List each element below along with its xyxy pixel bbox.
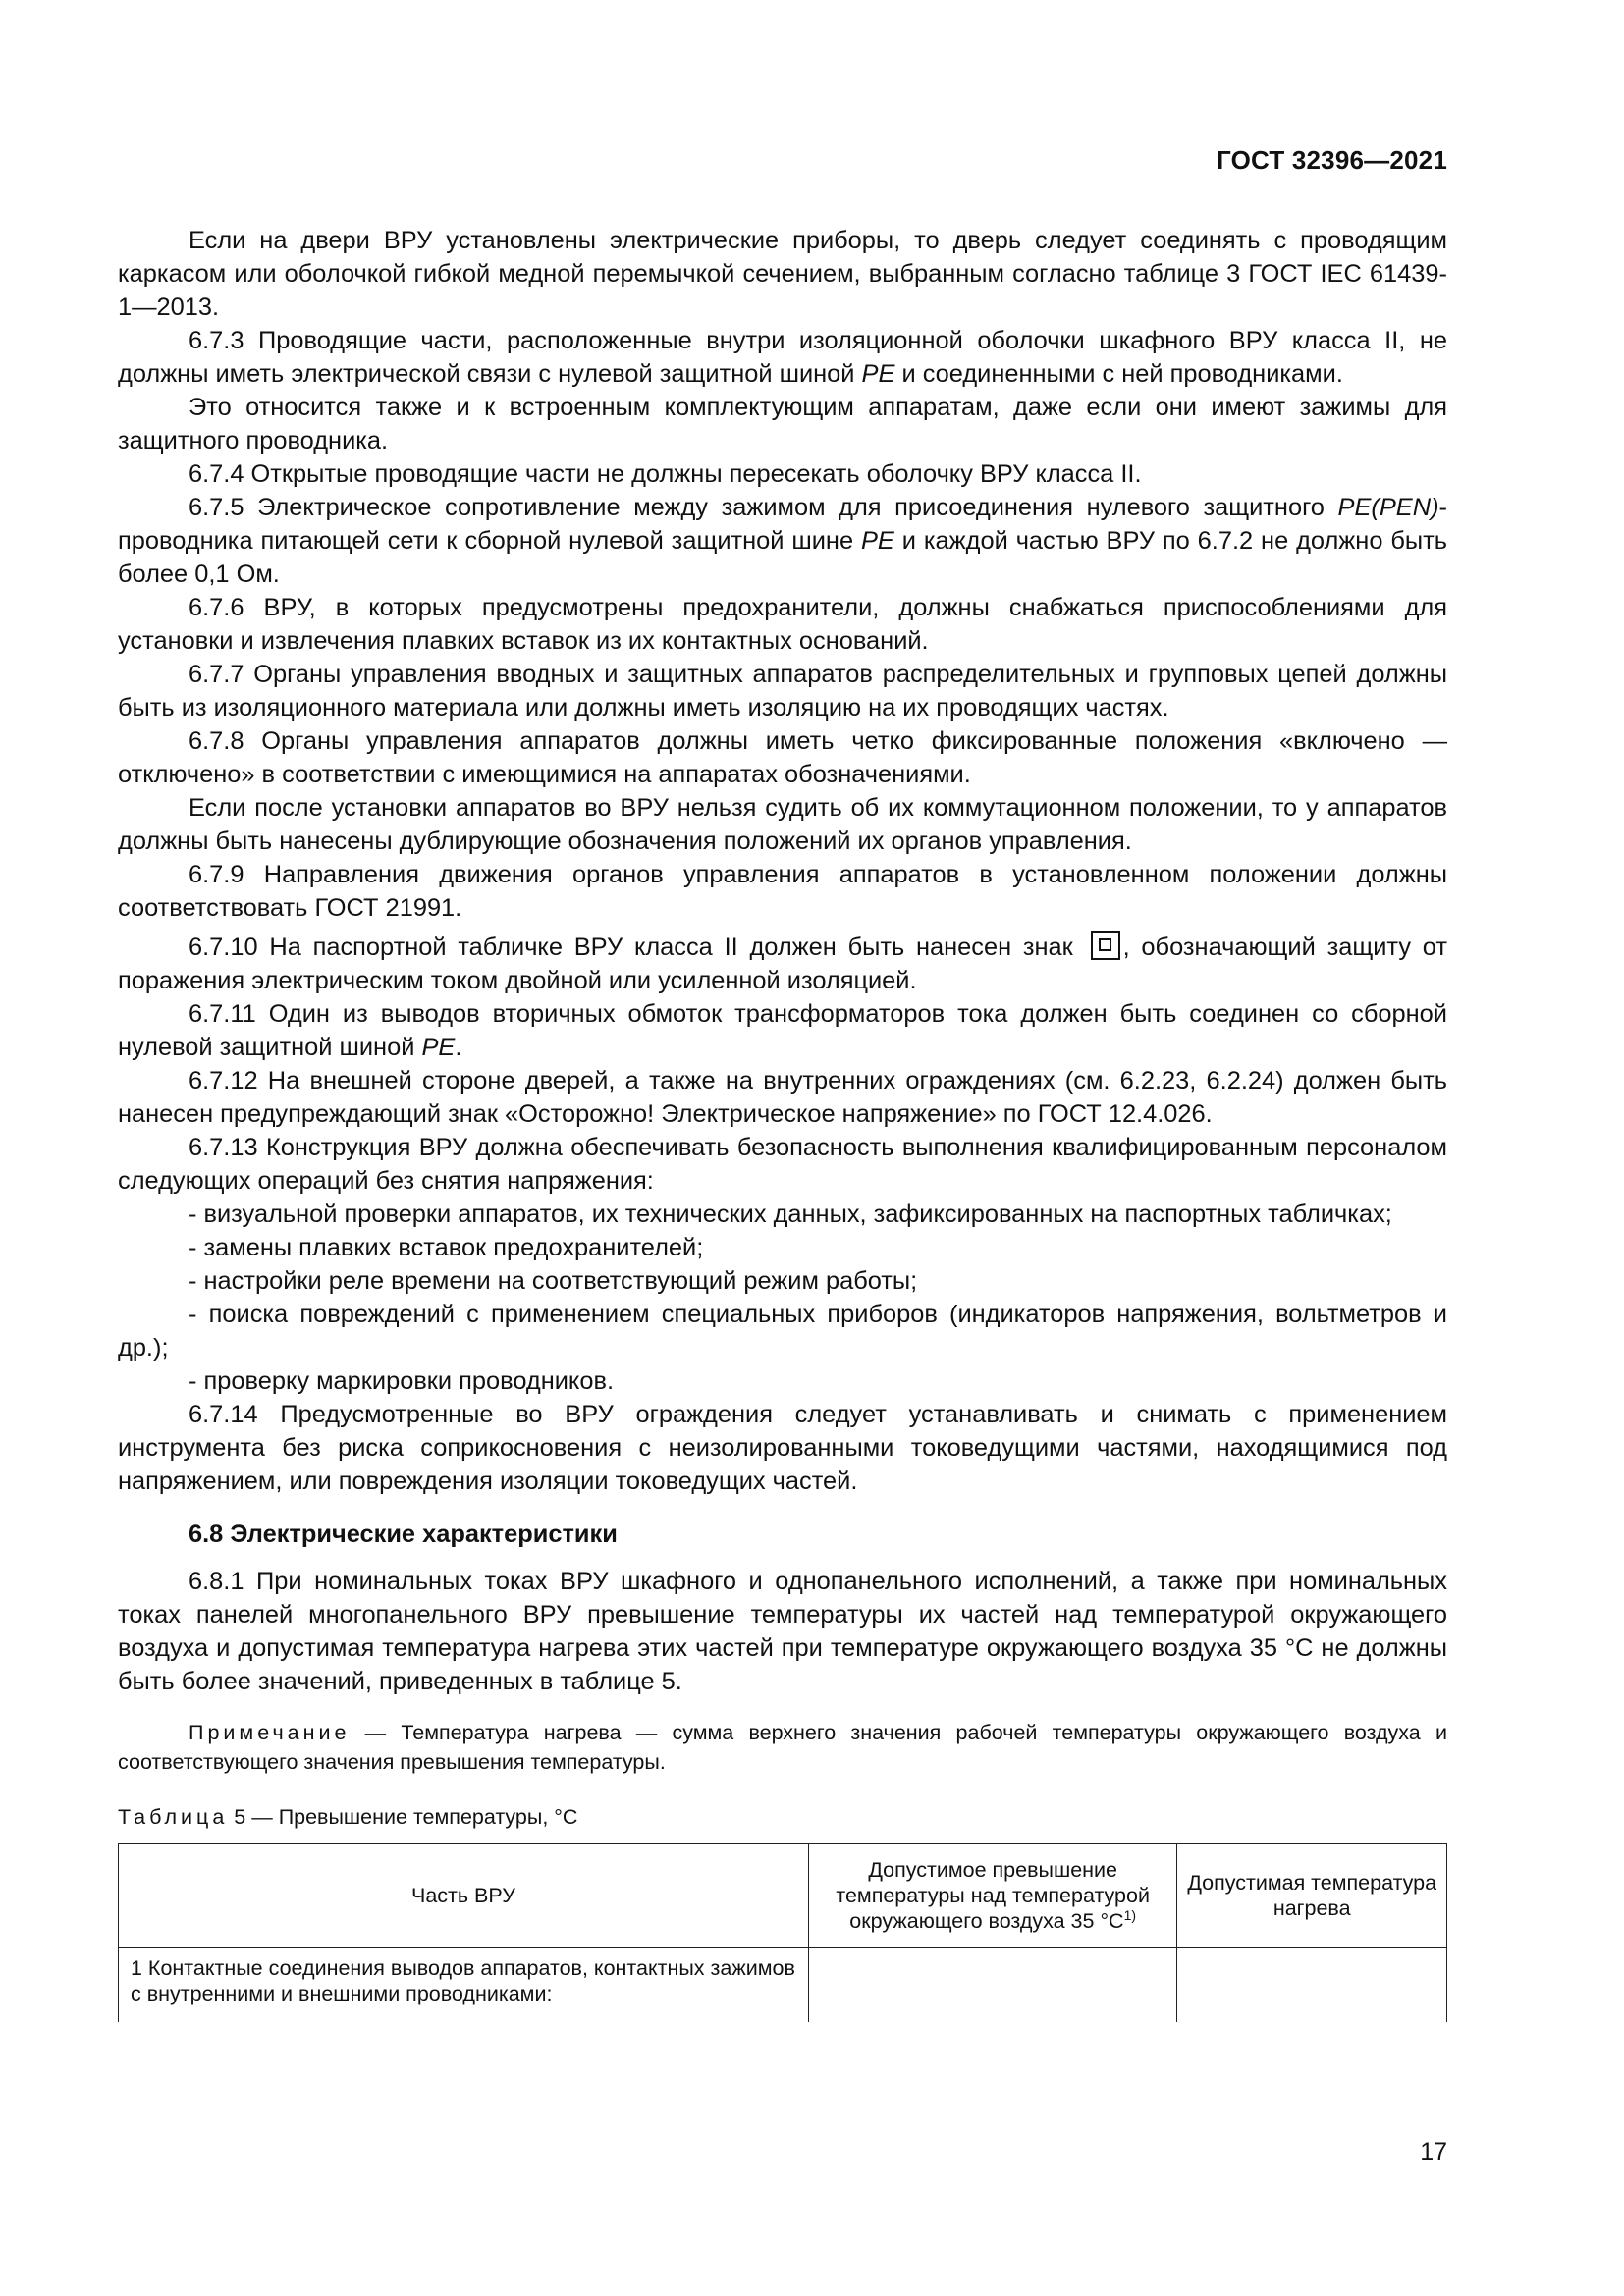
double-insulation-square-icon [1091,931,1120,960]
table-cell [1177,1948,1447,2023]
paragraph-6-7-10: 6.7.10 На паспортной табличке ВРУ класса II должен быть нанесен знак , обозначающий защиту от поражения электрическим током двойной или усиленной изоляцией. [118,931,1447,997]
paragraph-6-7-11: 6.7.11 Один из выводов вторичных обмоток трансформаторов тока должен быть соединен со сборной нулевой защитной шиной PE. [118,1000,1447,1061]
paragraph-6-7-8: 6.7.8 Органы управления аппаратов должны иметь четко фиксированные положения «включено — отключено» в соответствии с имеющимися на аппаратах обозначениями. [118,727,1447,788]
list-item: - проверку маркировки проводников. [189,1367,614,1395]
paragraph-6-7-7: 6.7.7 Органы управления вводных и защитных аппаратов распределительных и групповых цепей должны быть из изоляционного материала или должны иметь изоляцию на их проводящих частях. [118,661,1447,721]
page-number: 17 [1420,2138,1447,2165]
temperature-table [118,1843,1447,2022]
paragraph: Если на двери ВРУ установлены электрические приборы, то дверь следует соединять с проводящим каркасом или оболочкой гибкой медной перемычкой сечением, выбранным согласно таблице 3 ГОСТ IEC 61439-1—2013. [118,227,1447,321]
paragraph-6-7-13: 6.7.13 Конструкция ВРУ должна обеспечивать безопасность выполнения квалифицированным персоналом следующих операций без снятия напряжения: [118,1134,1447,1195]
list-item: - замены плавких вставок предохранителей; [189,1234,704,1261]
paragraph-6-7-3: 6.7.3 Проводящие части, расположенные внутри изоляционной оболочки шкафного ВРУ класса II, не должны иметь электрической связи с нулевой защитной шиной PE и соединенными с ней проводниками. [118,327,1447,388]
paragraph: Это относится также и к встроенным комплектующим аппаратам, даже если они имеют зажимы для защитного проводника. [118,394,1447,454]
table-cell [808,1948,1177,2023]
list-item: - поиска повреждений с применением специальных приборов (индикаторов напряжения, вольтметров и др.); [118,1301,1447,1362]
column-header-rise: Допустимое превышение температуры над температурой окружающего воздуха 35 $^\circ С^{1)}$ [808,1844,1177,1948]
paragraph-6-7-12: 6.7.12 На внешней стороне дверей, а также на внутренних ограждениях (см. 6.2.23, 6.2.24) должен быть нанесен предупреждающий знак «Осторожно! Электрическое напряжение» по ГОСТ 12.4.026. [118,1067,1447,1128]
table-cell: 1 Контактные соединения выводов аппаратов, контактных зажимов с внутренними и внешними проводниками: [119,1948,809,2023]
table-row [119,1948,1447,2023]
paragraph-6-7-9: 6.7.9 Направления движения органов управления аппаратов в установленном положении должны соответствовать ГОСТ 21991. [118,861,1447,922]
standard-header: ГОСТ 32396—2021 [1217,145,1447,175]
section-title: 6.8 Электрические характеристики [189,1521,618,1548]
paragraph-6-7-4: 6.7.4 Открытые проводящие части не должны пересекать оболочку ВРУ класса II. [189,460,1142,488]
table-caption: Таблица 5 — Превышение температуры, °С [118,1805,578,1829]
column-header-part: Часть ВРУ [119,1844,809,1948]
paragraph-6-7-14: 6.7.14 Предусмотренные во ВРУ ограждения следует устанавливать и снимать с применением инструмента без риска соприкосновения с неизолированными токоведущими частями, находящимися под напряжением, или повреждения изоляции токоведущих частей. [118,1401,1447,1495]
table-header-row [119,1844,1447,1948]
note: Примечание — Температура нагрева — сумма верхнего значения рабочей температуры окружающего воздуха и соответствующего значения превышения температуры. [118,1721,1447,1774]
paragraph-6-7-6: 6.7.6 ВРУ, в которых предусмотрены предохранители, должны снабжаться приспособлениями для установки и извлечения плавких вставок из их контактных оснований. [118,594,1447,655]
column-header-max-temp: Допустимая температура нагрева [1177,1844,1447,1948]
paragraph: Если после установки аппаратов во ВРУ нельзя судить об их коммутационном положении, то у аппаратов должны быть нанесены дублирующие обозначения положений их органов управления. [118,794,1447,855]
paragraph-6-7-5: 6.7.5 Электрическое сопротивление между зажимом для присоединения нулевого защитного PE(PEN)-проводника питающей сети к сборной нулевой защитной шине PE и каждой частью ВРУ по 6.7.2 не должно быть более 0,1 Ом. [118,494,1447,588]
list-item: - визуальной проверки аппаратов, их технических данных, зафиксированных на паспортных табличках; [189,1201,1392,1228]
document-body [118,224,1447,2022]
paragraph-6-8-1: 6.8.1 При номинальных токах ВРУ шкафного и однопанельного исполнений, а также при номинальных токах панелей многопанельного ВРУ превышение температуры их частей над температурой окружающего воздуха и допустимая температура нагрева этих частей при температуре окружающего воздуха 35 °С не должны быть более значений, приведенных в таблице 5. [118,1568,1447,1695]
list-item: - настройки реле времени на соответствующий режим работы; [189,1267,918,1295]
